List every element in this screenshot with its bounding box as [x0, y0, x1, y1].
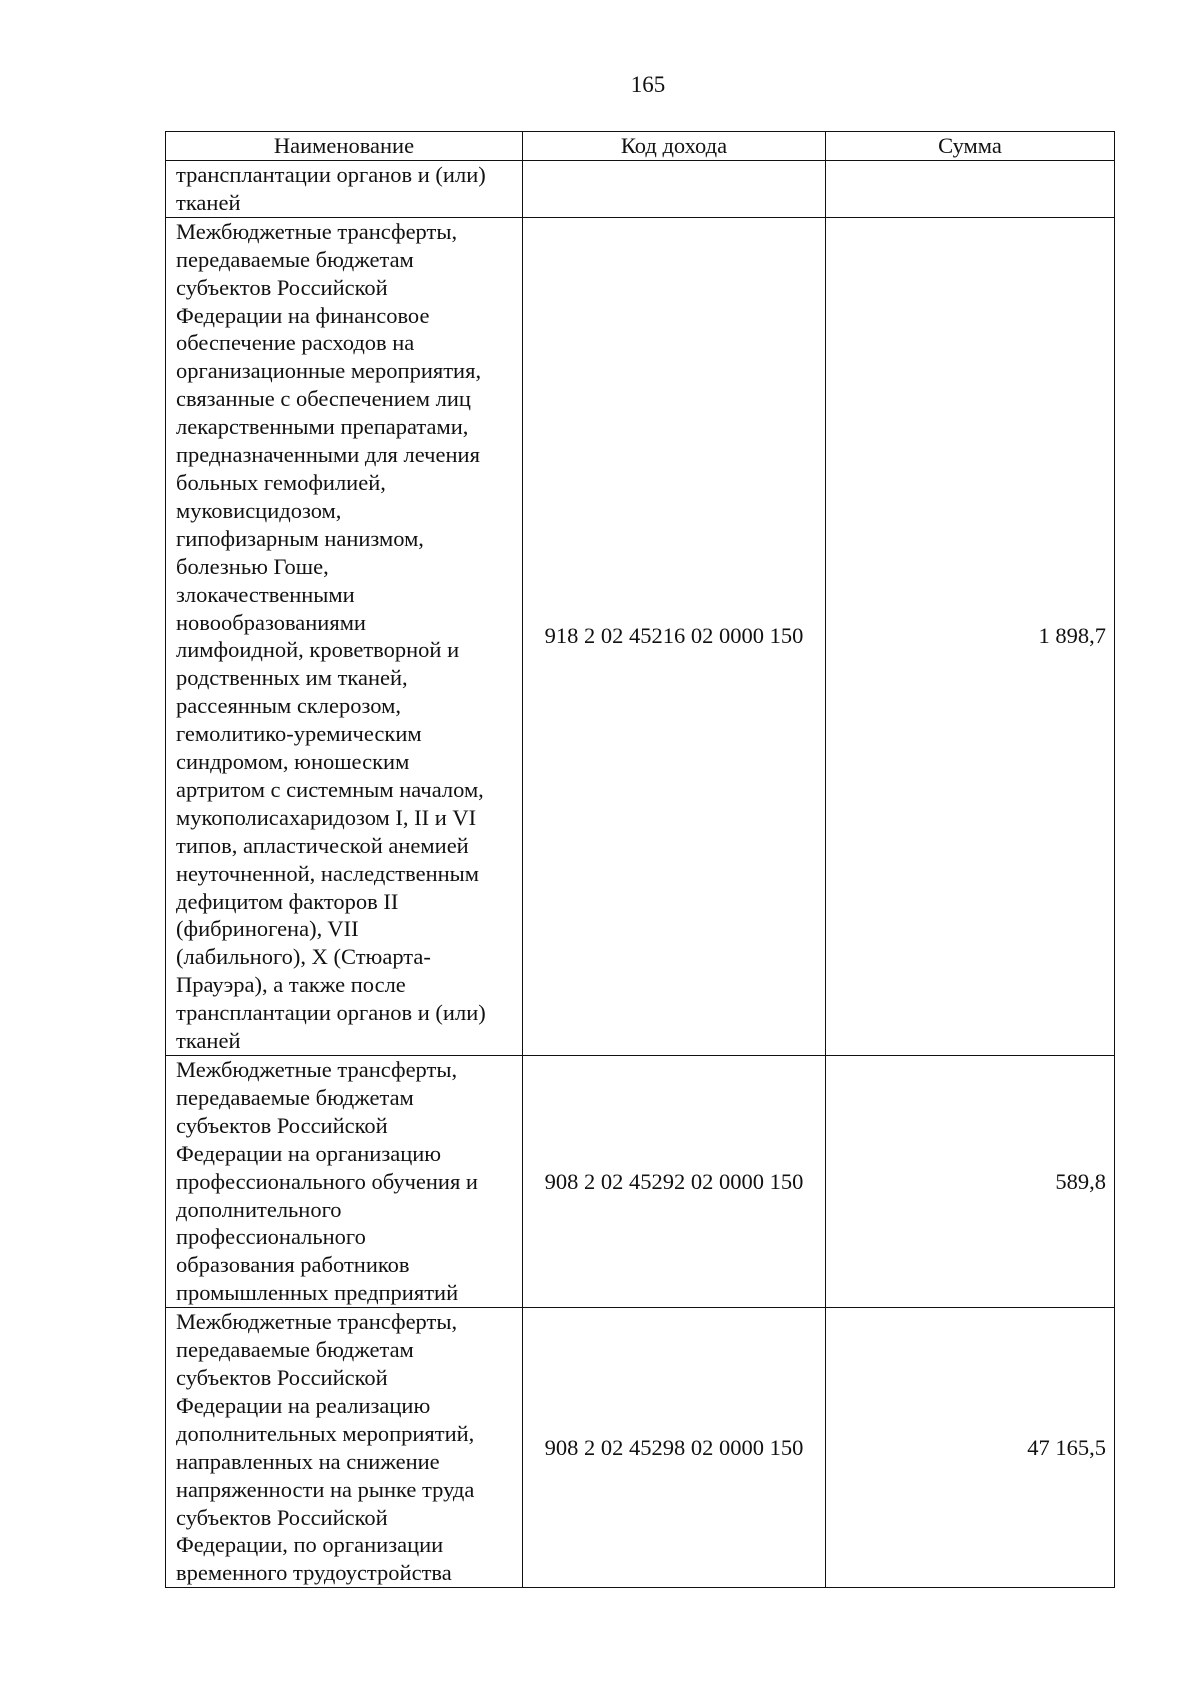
table-row	[166, 1308, 1115, 1588]
row-name: Межбюджетные трансферты, передаваемые бюджетам субъектов Российской Федерации на финансовое обеспечение расходов на организационные мероприятия, связанные с обеспечением лиц лекарственными препаратами, предназначенными для лечения больных гемофилией, муковисцидозом, гипофизарным нанизмом, болезнью Гоше, злокачественными новообразованиями лимфоидной, кроветворной и родственных им тканей, рассеянным склерозом, гемолитико-уремическим синдромом, юношеским артритом с системным началом, мукополисахаридозом I, II и VI типов, апластической анемией неуточненной, наследственным дефицитом факторов II (фибриногена), VII (лабильного), X (Стюарта- Прауэра), а также после трансплантации органов и (или) тканей	[166, 217, 523, 1055]
row-name: Межбюджетные трансферты, передаваемые бюджетам субъектов Российской Федерации на организацию профессионального обучения и дополнительного профессионального образования работников промышленных предприятий	[166, 1056, 523, 1308]
row-code: 908 2 02 45292 02 0000 150	[523, 1056, 826, 1308]
row-sum: 1 898,7	[826, 217, 1115, 1055]
table-row	[166, 1056, 1115, 1308]
row-name: трансплантации органов и (или) тканей	[166, 161, 523, 218]
row-code: 908 2 02 45298 02 0000 150	[523, 1308, 826, 1588]
page-number: 165	[630, 72, 666, 97]
header-name: Наименование	[166, 132, 523, 161]
row-name: Межбюджетные трансферты, передаваемые бюджетам субъектов Российской Федерации на реализацию дополнительных мероприятий, направленных на снижение напряженности на рынке труда субъектов Российской Федерации, по организации временного трудоустройства	[166, 1308, 523, 1588]
table-row	[166, 161, 1115, 218]
row-sum: 47 165,5	[826, 1308, 1115, 1588]
row-code	[523, 161, 826, 218]
header-sum: Сумма	[826, 132, 1115, 161]
row-code: 918 2 02 45216 02 0000 150	[523, 217, 826, 1055]
table-row	[166, 217, 1115, 1055]
revenue-table	[165, 131, 1115, 1588]
header-code: Код дохода	[523, 132, 826, 161]
row-sum	[826, 161, 1115, 218]
row-sum: 589,8	[826, 1056, 1115, 1308]
table-header-row	[166, 132, 1115, 161]
